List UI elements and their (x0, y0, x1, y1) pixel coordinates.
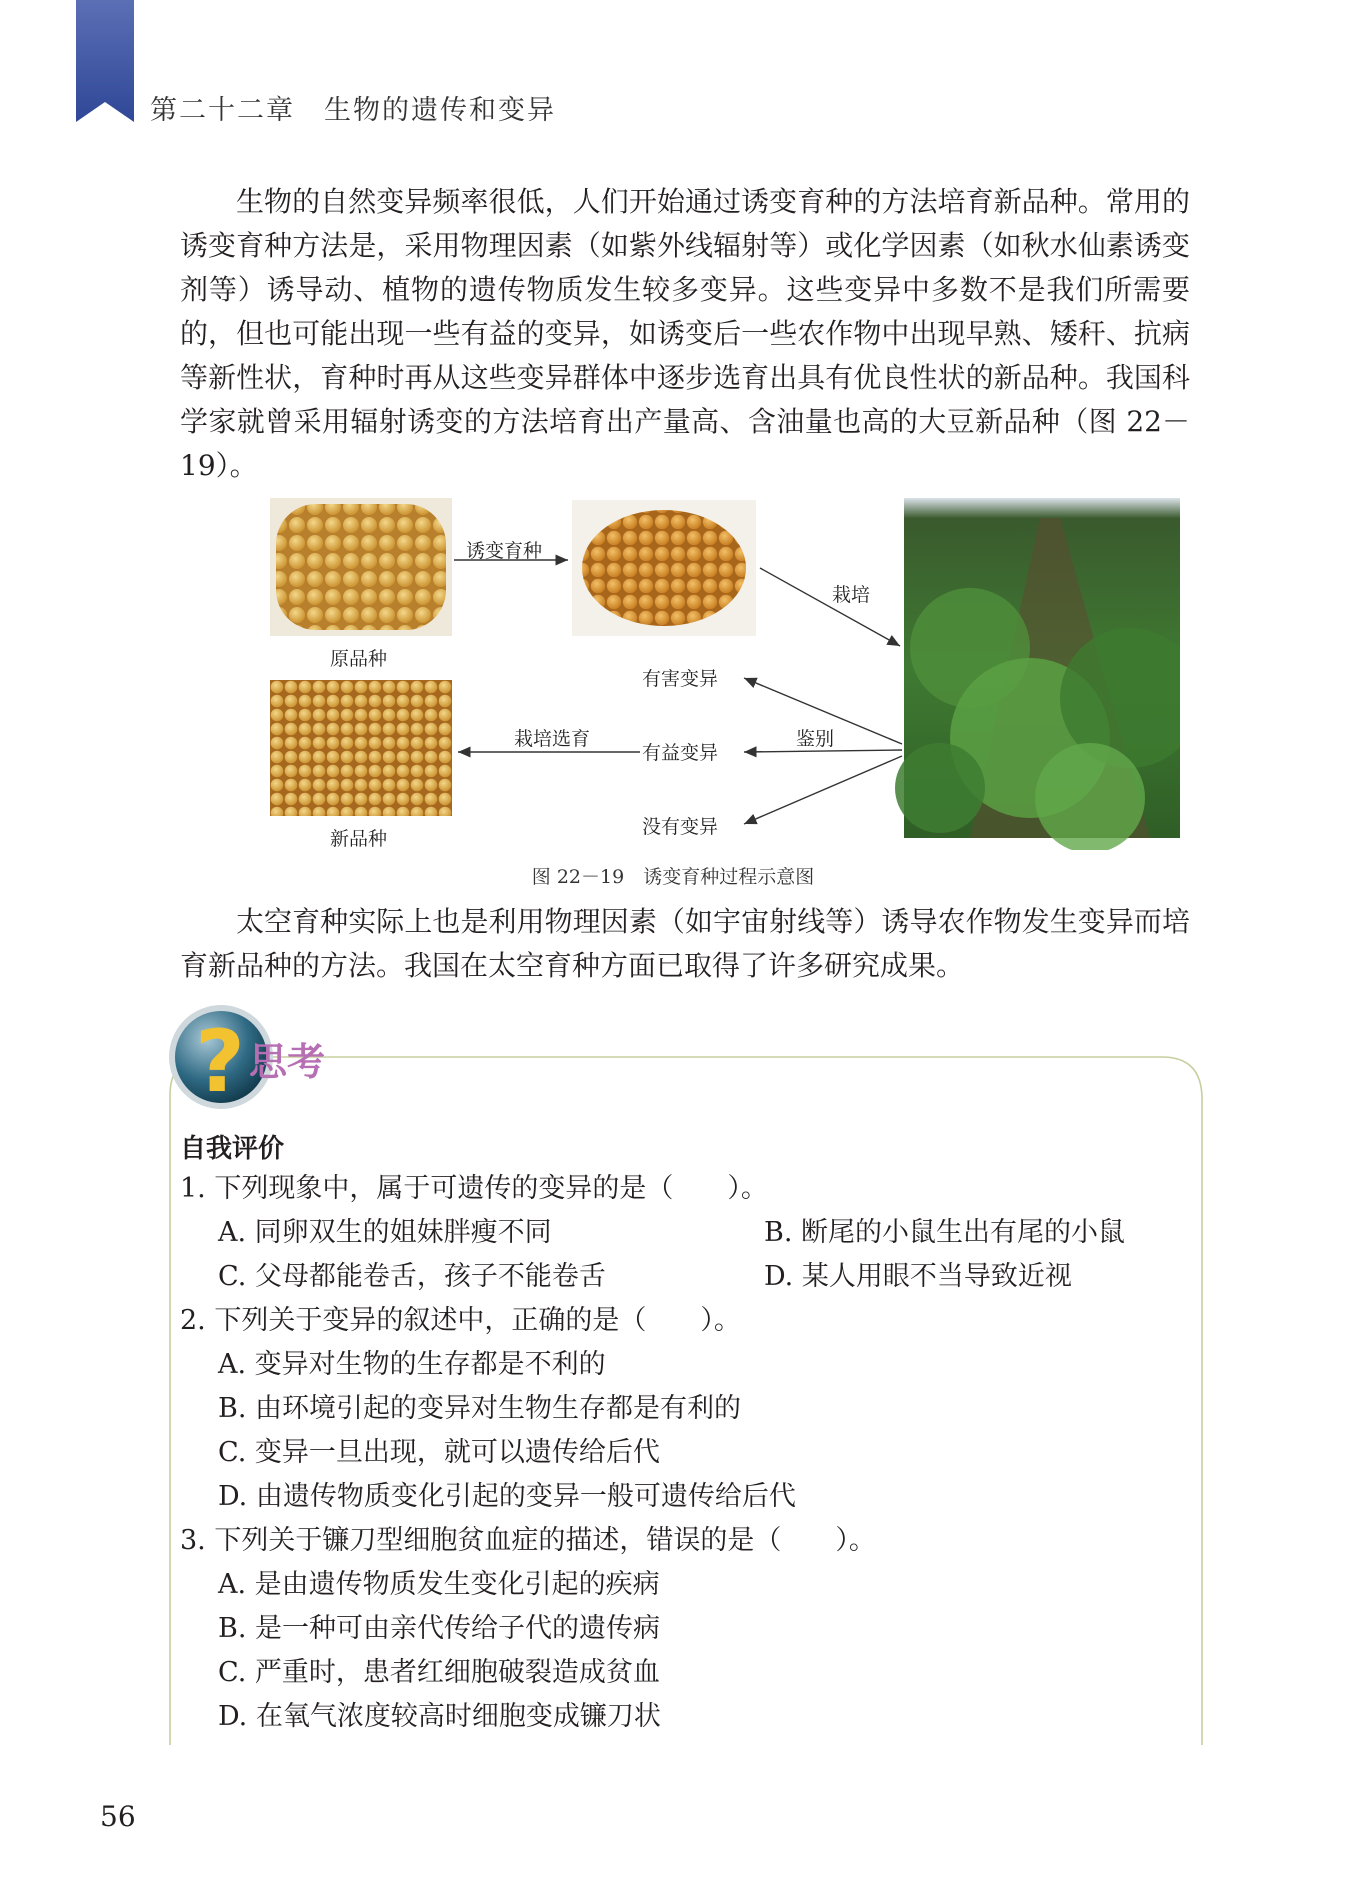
question-2-option-c: C. 变异一旦出现，就可以遗传给后代 (218, 1437, 660, 1468)
label-harmful: 有害变异 (642, 668, 719, 690)
self-evaluation-heading: 自我评价 (180, 1134, 285, 1164)
label-identify: 鉴别 (796, 728, 835, 750)
figure-caption: 图 22－19 诱变育种过程示意图 (531, 866, 815, 888)
arrow-cultivate (760, 568, 900, 646)
question-3-option-d: D. 在氧气浓度较高时细胞变成镰刀状 (218, 1701, 661, 1732)
original-seeds-photo (270, 498, 452, 636)
question-2-option-a: A. 变异对生物的生存都是不利的 (218, 1349, 606, 1380)
question-1-stem: 1. 下列现象中，属于可遗传的变异的是（ ）。 (180, 1173, 768, 1204)
label-mutation: 诱变育种 (466, 540, 543, 562)
svg-text:思考: 思考 (249, 1040, 326, 1084)
question-2-option-b: B. 由环境引起的变异对生物生存都是有利的 (218, 1393, 742, 1424)
label-new: 新品种 (330, 828, 388, 850)
mutated-seeds-photo (572, 500, 756, 636)
chapter-title: 第二十二章 生物的遗传和变异 (150, 95, 556, 126)
figure-22-19 (270, 498, 1180, 850)
label-original: 原品种 (330, 648, 388, 670)
figure-arrows (270, 498, 1180, 850)
question-2-stem: 2. 下列关于变异的叙述中，正确的是（ ）。 (180, 1305, 741, 1336)
label-beneficial: 有益变异 (642, 742, 719, 764)
question-3-option-a: A. 是由遗传物质发生变化引起的疾病 (218, 1569, 660, 1600)
soybean-field-photo (895, 498, 1180, 850)
page-number: 56 (100, 1800, 136, 1833)
space-breeding-paragraph: 太空育种实际上也是利用物理因素（如宇宙射线等）诱导农作物发生变异而培育新品种的方法。我国在太空育种方面已取得了许多研究成果。 (180, 905, 1190, 982)
question-3-stem: 3. 下列关于镰刀型细胞贫血症的描述，错误的是（ ）。 (180, 1525, 876, 1556)
label-no-variation: 没有变异 (642, 816, 719, 838)
intro-paragraph: 生物的自然变异频率很低，人们开始通过诱变育种的方法培育新品种。常用的诱变育种方法是，采用物理因素（如紫外线辐射等）或化学因素（如秋水仙素诱变剂等）诱导动、植物的遗传物质发生较多变异。这些变异中多数不是我们所需要的，但也可能出现一些有益的变异，如诱变后一些农作物中出现早熟、矮秆、抗病等新性状，育种时再从这些变异群体中逐步选育出具有优良性状的新品种。我国科学家就曾采用辐射诱变的方法培育出产量高、含油量也高的大豆新品种（图 22－19）。 (180, 185, 1190, 482)
question-1-option-c: C. 父母都能卷舌，孩子不能卷舌 (218, 1261, 606, 1292)
chapter-bookmark-icon (76, 0, 134, 122)
label-cultivate: 栽培 (832, 584, 871, 606)
new-variety-seeds-photo (270, 680, 452, 816)
question-1-option-a: A. 同卵双生的姐妹胖瘦不同 (218, 1217, 552, 1248)
question-3-option-b: B. 是一种可由亲代传给子代的遗传病 (218, 1613, 661, 1644)
think-question-icon (165, 1003, 335, 1113)
arrow-to-none (744, 756, 902, 824)
question-2-option-d: D. 由遗传物质变化引起的变异一般可遗传给后代 (218, 1481, 796, 1512)
question-1-option-d: D. 某人用眼不当导致近视 (764, 1261, 1072, 1292)
label-select: 栽培选育 (514, 728, 591, 750)
question-1-option-b: B. 断尾的小鼠生出有尾的小鼠 (764, 1217, 1126, 1248)
question-3-option-c: C. 严重时，患者红细胞破裂造成贫血 (218, 1657, 660, 1688)
svg-text:?: ? (195, 1012, 245, 1112)
